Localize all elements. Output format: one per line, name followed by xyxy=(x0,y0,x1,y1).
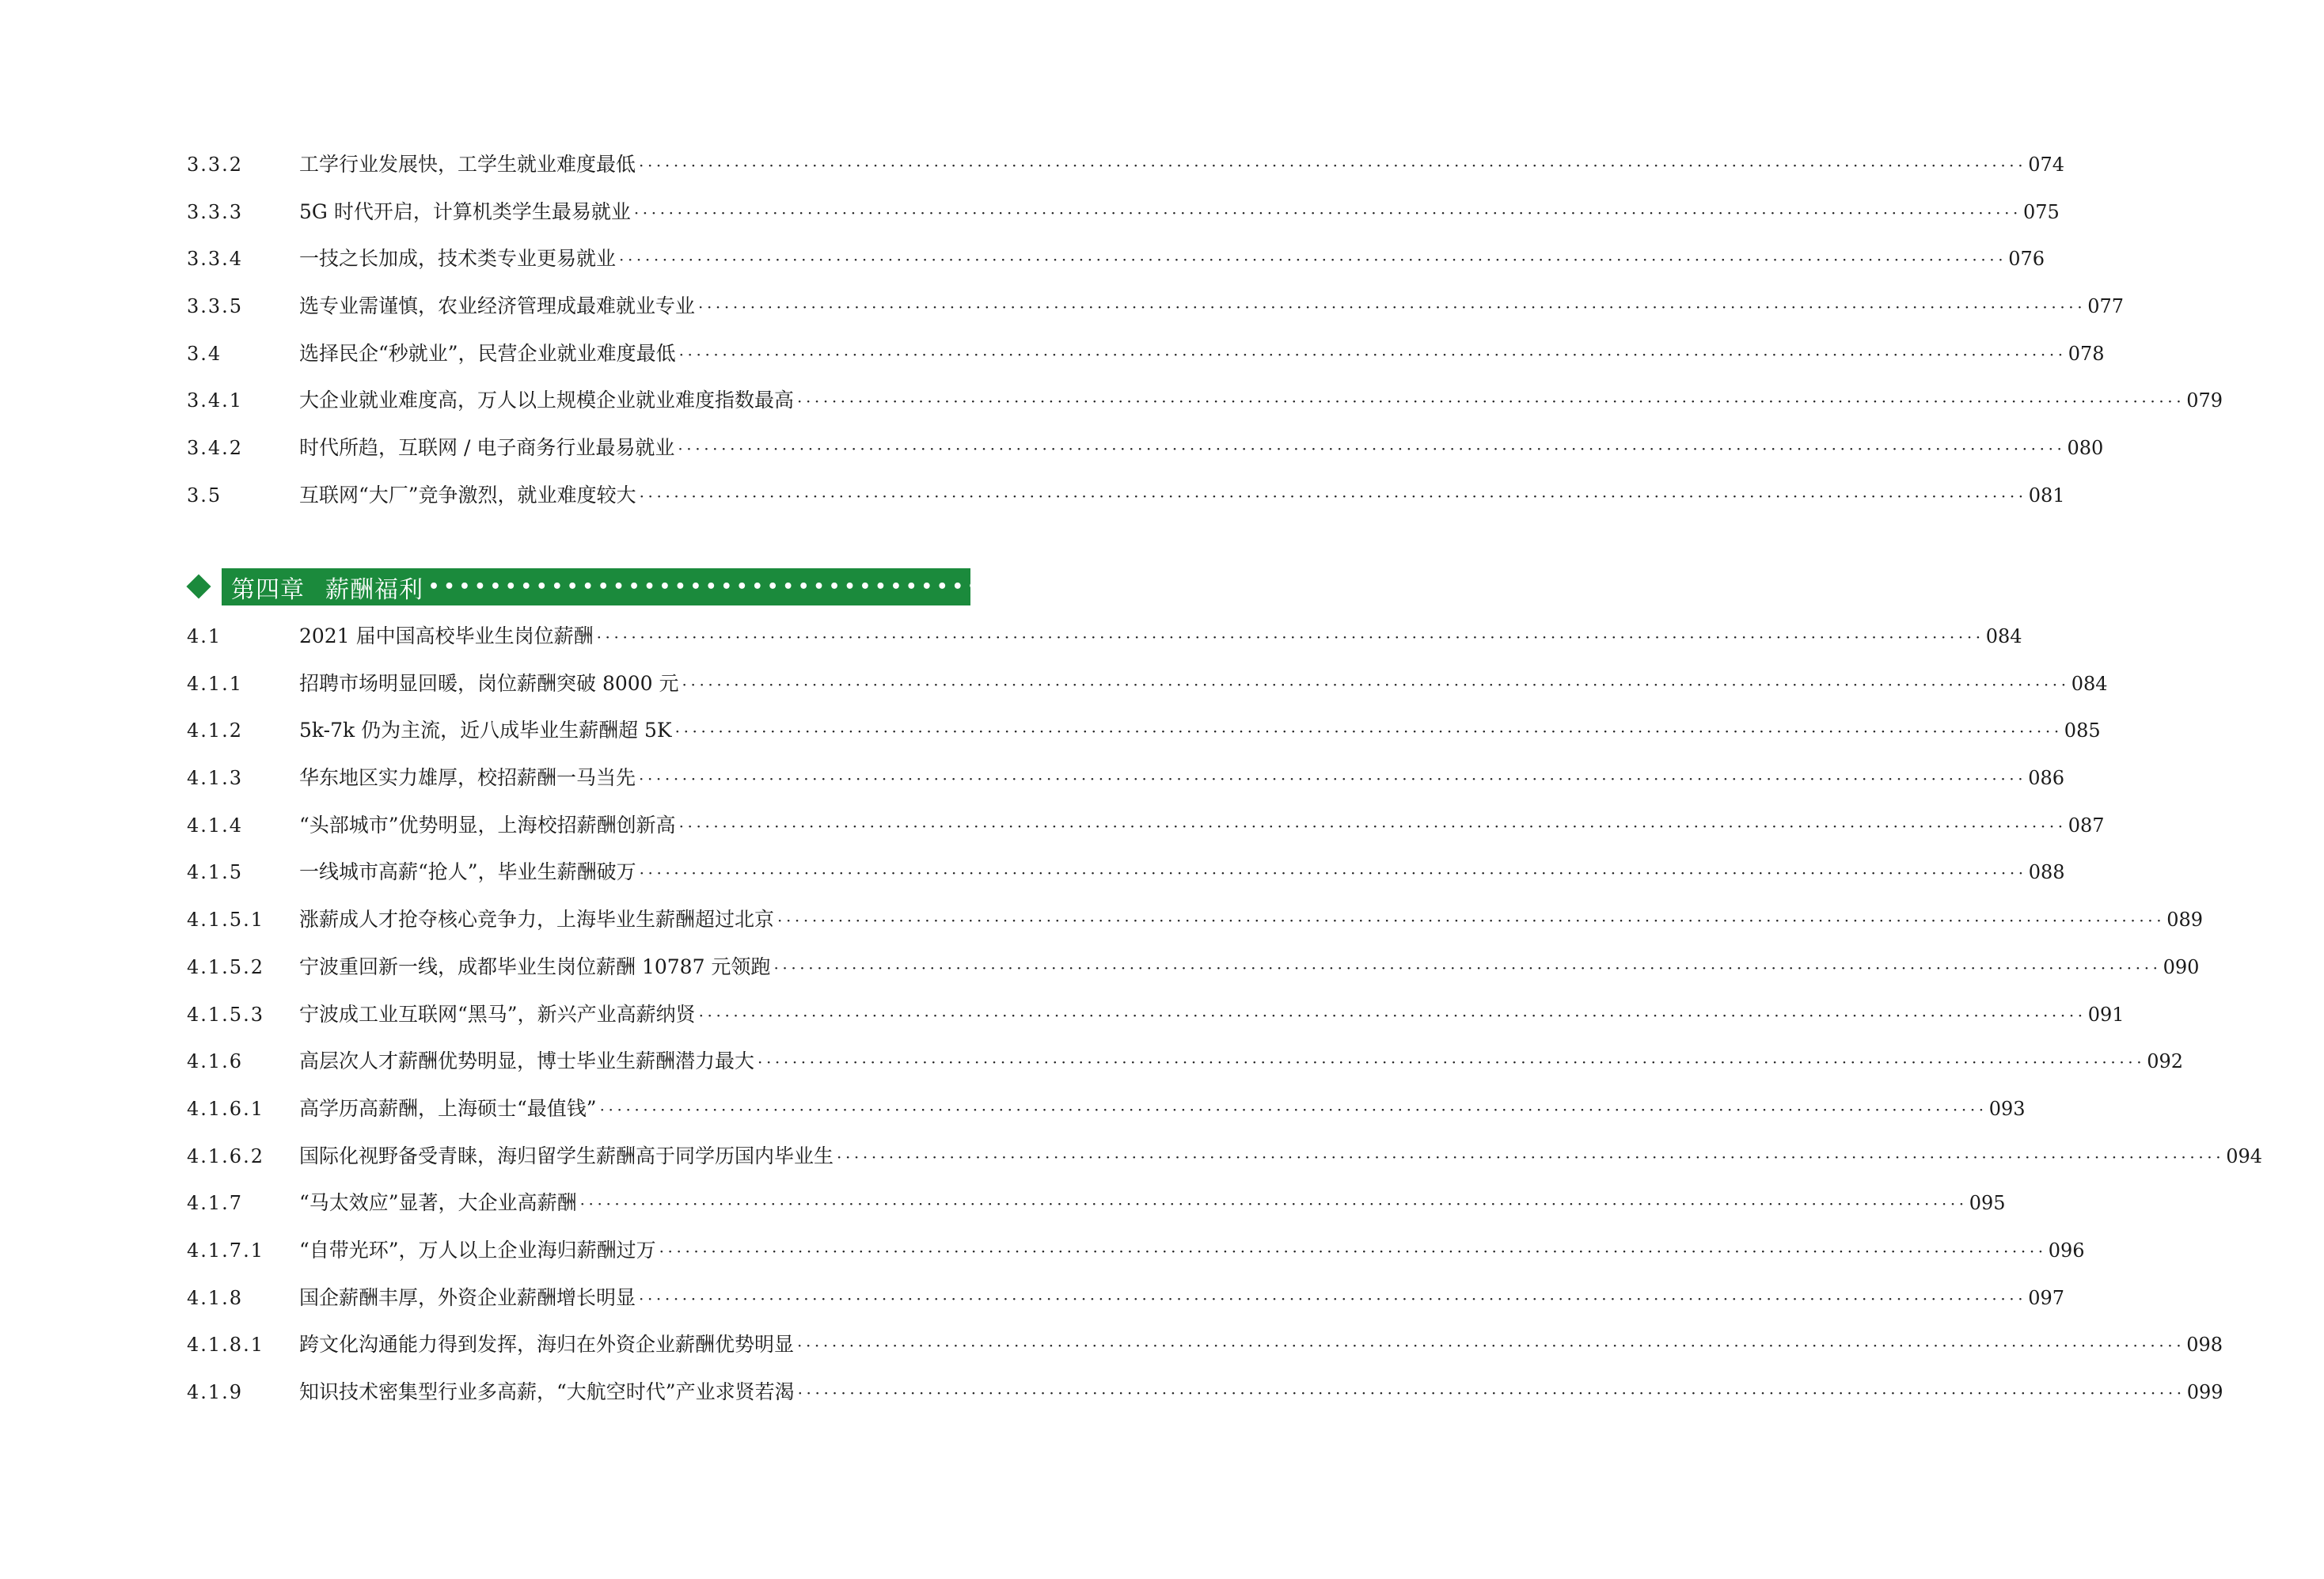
toc-entry-number: 3.5 xyxy=(187,484,222,507)
toc-entry-number: 3.3.5 xyxy=(187,295,244,318)
toc-leader-dots: ································································································································································ xyxy=(682,674,2070,694)
toc-entry-page: 077 xyxy=(2087,295,2125,318)
toc-entry[interactable] xyxy=(187,377,2223,424)
toc-entry-page: 075 xyxy=(2023,200,2060,223)
toc-entry-page: 084 xyxy=(2071,672,2108,695)
toc-entry-title: 涨薪成人才抢夺核心竞争力，上海毕业生薪酬超过北京 xyxy=(299,908,775,932)
toc-entry-title: 宁波重回新一线，成都毕业生岗位薪酬 10787 元领跑 xyxy=(299,955,771,978)
chapter-page: 083 xyxy=(2277,573,2322,601)
toc-entry-title: 大企业就业难度高，万人以上规模企业就业难度指数最高 xyxy=(299,389,795,412)
toc-entry[interactable] xyxy=(187,943,2200,991)
toc-leader-dots: ································································································································································ xyxy=(639,769,2027,789)
toc-entry-page: 080 xyxy=(2067,437,2104,460)
toc-entry-title: 知识技术密集型行业多高薪，“大航空时代”产业求贤若渴 xyxy=(299,1380,795,1403)
toc-leader-dots: ································································································································································ xyxy=(837,1147,2225,1167)
toc-entry-page: 091 xyxy=(2087,1003,2125,1026)
toc-leader-dots: ································································································································································ xyxy=(678,439,2066,459)
toc-entry-title: 招聘市场明显回暖，岗位薪酬突破 8000 元 xyxy=(299,671,679,695)
toc-entry-title: 一线城市高薪“抢人”，毕业生薪酬破万 xyxy=(299,860,636,884)
toc-entry-title: 国企薪酬丰厚，外资企业薪酬增长明显 xyxy=(299,1285,636,1309)
toc-entry[interactable] xyxy=(187,141,2065,188)
toc-entry-page: 079 xyxy=(2186,389,2223,412)
toc-leader-dots: ································································································································································ xyxy=(659,1241,2047,1261)
chapter-title: 薪酬福利 xyxy=(325,575,423,604)
toc-entry[interactable] xyxy=(187,802,2105,849)
toc-entry-page: 086 xyxy=(2028,767,2065,790)
toc-entry-page: 084 xyxy=(1985,625,2022,647)
toc-entry-title: “自带光环”，万人以上企业海归薪酬过万 xyxy=(299,1238,656,1262)
toc-entry-page: 093 xyxy=(1988,1097,2026,1120)
toc-leader-dots: ································································································································································ xyxy=(639,486,2027,506)
toc-entry-number: 4.1.7.1 xyxy=(187,1239,264,1262)
toc-entry-page: 092 xyxy=(2147,1050,2184,1073)
toc-entry-title: 一技之长加成，技术类专业更易就业 xyxy=(299,247,617,271)
toc-leader-dots: ································································································································································ xyxy=(579,1194,1968,1214)
chapter-heading[interactable] xyxy=(187,568,2322,605)
toc-entry-page: 089 xyxy=(2166,909,2204,932)
toc-entry[interactable] xyxy=(187,330,2105,378)
toc-entry-page: 094 xyxy=(2226,1144,2263,1167)
toc-entry-number: 4.1.1 xyxy=(187,672,244,695)
toc-entry[interactable] xyxy=(187,1085,2026,1133)
toc-entry-number: 4.1.3 xyxy=(187,767,244,790)
toc-entry-page: 095 xyxy=(1969,1192,2006,1215)
toc-entry-number: 4.1.5 xyxy=(187,861,244,884)
toc-entry-title: 工学行业发展快，工学生就业难度最低 xyxy=(299,153,636,176)
toc-entry-number: 4.1.2 xyxy=(187,719,244,742)
toc-leader-dots: ································································································································································ xyxy=(639,864,2027,883)
toc-leader-dots: ································································································································································ xyxy=(698,298,2087,317)
toc-leader-dots: ································································································································································ xyxy=(797,392,2185,412)
toc-leader-dots: ································································································································································ xyxy=(674,722,2063,742)
toc-entry-number: 4.1 xyxy=(187,625,222,647)
toc-entry[interactable] xyxy=(187,660,2108,708)
chapter-banner xyxy=(222,568,2322,605)
toc-entry[interactable] xyxy=(187,283,2125,330)
toc-entry-page: 096 xyxy=(2048,1239,2085,1262)
toc-entry-page: 078 xyxy=(2068,342,2105,365)
toc-entry[interactable] xyxy=(187,188,2060,236)
toc-entry[interactable] xyxy=(187,896,2204,943)
toc-leader-dots: ································································································································································ xyxy=(678,816,2067,836)
toc-entry-number: 4.1.6 xyxy=(187,1050,244,1073)
toc-entry-page: 074 xyxy=(2028,154,2065,176)
toc-entry-number: 4.1.6.2 xyxy=(187,1144,264,1167)
toc-leader-dots: ································································································································································ xyxy=(758,1053,2146,1072)
toc-leader-dots: ································································································································································ xyxy=(773,958,2162,977)
toc-entry-title: “头部城市”优势明显，上海校招薪酬创新高 xyxy=(299,813,676,837)
toc-entry-title: 宁波成工业互联网“黑马”，新兴产业高薪纳贤 xyxy=(299,1002,696,1026)
toc-entry-title: 5G 时代开启，计算机类学生最易就业 xyxy=(299,199,631,223)
toc-entry-page: 085 xyxy=(2064,719,2101,742)
toc-leader-dots: ································································································································································ xyxy=(633,203,2022,222)
toc-entry[interactable] xyxy=(187,1368,2223,1416)
toc-entry-title: 选专业需谨慎，农业经济管理成最难就业专业 xyxy=(299,294,696,318)
toc-entry[interactable] xyxy=(187,613,2022,660)
toc-entry[interactable] xyxy=(187,991,2125,1038)
toc-entry-title: 时代所趋，互联网 / 电子商务行业最易就业 xyxy=(299,436,675,460)
toc-entry-number: 4.1.5.3 xyxy=(187,1003,264,1026)
toc-leader-dots: ································································································································································ xyxy=(777,911,2166,931)
toc-leader-dots: ································································································································································ xyxy=(698,1005,2087,1025)
toc-entry-title: 国际化视野备受青睐，海归留学生薪酬高于同学历国内毕业生 xyxy=(299,1144,834,1167)
toc-entry-title: 跨文化沟通能力得到发挥，海归在外资企业薪酬优势明显 xyxy=(299,1333,795,1357)
toc-list-chapter-three xyxy=(187,141,2223,519)
toc-entry-number: 4.1.5.2 xyxy=(187,955,264,978)
toc-leader-dots: ································································································································································ xyxy=(619,250,2007,270)
toc-list-chapter-four xyxy=(187,613,2263,1416)
toc-entry[interactable] xyxy=(187,1038,2184,1085)
toc-leader-dots: ································································································································································ xyxy=(797,1384,2185,1403)
toc-entry-page: 087 xyxy=(2068,814,2105,837)
toc-entry-page: 081 xyxy=(2028,484,2065,507)
toc-leader-dots: ································································································································································ xyxy=(678,344,2067,364)
diamond-bullet-icon xyxy=(186,574,211,598)
toc-entry-page: 098 xyxy=(2186,1334,2223,1357)
toc-entry[interactable] xyxy=(187,848,2065,896)
toc-leader-dots: ································································································································································ xyxy=(797,1336,2185,1356)
toc-leader-dots: ································································································································································ xyxy=(599,1099,1988,1119)
toc-entry-page: 097 xyxy=(2028,1286,2065,1309)
toc-entry-number: 4.1.9 xyxy=(187,1381,244,1403)
toc-entry-number: 4.1.5.1 xyxy=(187,909,264,932)
toc-entry-title: 选择民企“秒就业”，民营企业就业难度最低 xyxy=(299,341,676,365)
toc-entry[interactable] xyxy=(187,424,2104,472)
toc-entry-number: 3.3.4 xyxy=(187,248,244,271)
toc-entry[interactable] xyxy=(187,754,2065,802)
toc-entry-title: 2021 届中国高校毕业生岗位薪酬 xyxy=(299,624,594,647)
toc-entry[interactable] xyxy=(187,235,2045,283)
toc-entry-number: 3.4 xyxy=(187,342,222,365)
toc-entry-number: 3.3.2 xyxy=(187,154,244,176)
chapter-leader-dots: •••••••••••••••••••••••••••••••••••••••••••••••••••••••••••••••••••••••••••••••••••••••••••••••••••••••••••••••••••••••• xyxy=(428,577,2277,597)
toc-leader-dots: ································································································································································ xyxy=(596,628,1984,647)
toc-entry[interactable] xyxy=(187,707,2101,754)
toc-entry[interactable] xyxy=(187,1274,2065,1322)
toc-entry-number: 3.3.3 xyxy=(187,200,244,223)
toc-leader-dots: ································································································································································ xyxy=(639,156,2027,175)
toc-entry-title: “马太效应”显著，大企业高薪酬 xyxy=(299,1191,577,1215)
toc-entry-title: 华东地区实力雄厚，校招薪酬一马当先 xyxy=(299,766,636,790)
toc-entry-number: 4.1.7 xyxy=(187,1192,244,1215)
toc-entry-number: 4.1.8.1 xyxy=(187,1334,264,1357)
toc-entry-page: 076 xyxy=(2008,248,2045,271)
toc-entry-title: 高学历高薪酬，上海硕士“最值钱” xyxy=(299,1096,597,1120)
toc-entry-number: 3.4.2 xyxy=(187,437,244,460)
toc-entry-page: 099 xyxy=(2186,1381,2223,1403)
toc-entry-title: 高层次人才薪酬优势明显，博士毕业生薪酬潜力最大 xyxy=(299,1050,755,1073)
toc-entry-page: 088 xyxy=(2028,861,2065,884)
chapter-label: 第四章 xyxy=(231,575,305,604)
toc-entry[interactable] xyxy=(187,1179,2006,1227)
toc-entry-page: 090 xyxy=(2163,955,2200,978)
toc-entry[interactable] xyxy=(187,1133,2263,1180)
toc-entry-title: 互联网“大厂”竞争激烈，就业难度较大 xyxy=(299,483,636,507)
toc-entry-number: 4.1.4 xyxy=(187,814,244,837)
toc-entry[interactable] xyxy=(187,1321,2223,1368)
toc-entry-number: 4.1.8 xyxy=(187,1286,244,1309)
toc-entry[interactable] xyxy=(187,472,2065,519)
toc-entry[interactable] xyxy=(187,1227,2085,1274)
toc-entry-title: 5k-7k 仍为主流，近八成毕业生薪酬超 5K xyxy=(299,719,672,742)
toc-leader-dots: ································································································································································ xyxy=(639,1289,2027,1308)
toc-entry-number: 3.4.1 xyxy=(187,389,244,412)
toc-entry-number: 4.1.6.1 xyxy=(187,1097,264,1120)
